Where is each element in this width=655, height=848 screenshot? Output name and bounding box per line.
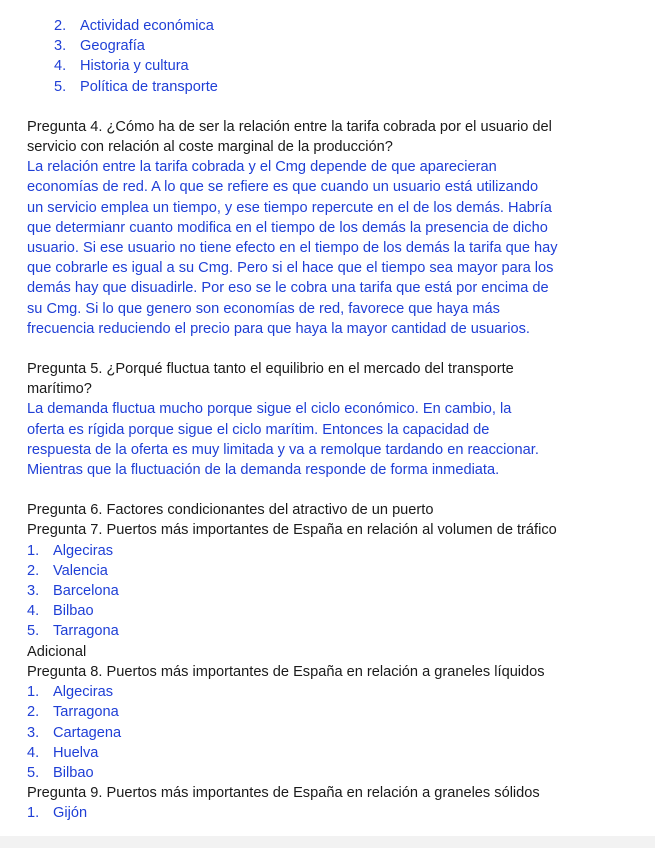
list-item: 4. Bilbao [27, 603, 94, 620]
list-item: 5. Política de transporte [54, 78, 218, 95]
question-8 [27, 662, 631, 783]
question-7 [27, 520, 631, 661]
list-item: 4. Huelva [27, 744, 99, 761]
answer-text: un servicio emplea un tiempo, y ese tiempo repercute en el de los demás. Habría [27, 199, 552, 216]
answer-text: Mientras que la fluctuación de la demanda responde de forma inmediata. [27, 462, 500, 479]
list-item: 1. Algeciras [27, 542, 114, 559]
question-title: Pregunta 7. Puertos más importantes de España en relación al volumen de tráfico [27, 522, 557, 539]
list-item: 3. Geografía [54, 38, 145, 55]
list-item: 2. Tarragona [27, 704, 119, 721]
answer-text: economías de red. A lo que se refiere es que cuando un usuario está utilizando [27, 179, 539, 196]
ports-list [27, 541, 631, 642]
list-item: 5. Bilbao [27, 764, 94, 781]
question-text: servicio con relación al coste marginal de la producción? [27, 139, 393, 156]
answer-text: usuario. Si ese usuario no tiene efecto en el tiempo de los demás la tarifa que hay [27, 240, 558, 257]
answer-text: su Cmg. Si lo que genero son economías de red, favorece que haya más [27, 300, 500, 317]
list-item: 4. Historia y cultura [54, 58, 189, 75]
answer-text: oferta es rígida porque sigue el ciclo marítim. Entonces la capacidad de [27, 421, 490, 438]
ports-list [27, 682, 631, 783]
list-item: 1. Gijón [27, 805, 88, 822]
question-text: marítimo? [27, 381, 92, 398]
top-list [27, 16, 631, 97]
answer-text: que cobrarle es igual a su Cmg. Pero si el hace que el tiempo sea mayor para los [27, 260, 554, 277]
answer-text: frecuencia reduciendo el precio para que haya la mayor cantidad de usuarios. [27, 320, 530, 337]
list-item: 2. Actividad económica [54, 18, 214, 34]
page-bottom-edge [0, 836, 655, 848]
question-9 [27, 783, 631, 823]
additional-label: Adicional [27, 643, 87, 660]
question-title: Pregunta 9. Puertos más importantes de España en relación a graneles sólidos [27, 785, 540, 802]
list-item: 2. Valencia [27, 562, 108, 579]
list-item: 5. Tarragona [27, 623, 119, 640]
list-item: 1. Algeciras [27, 684, 114, 701]
question-text: Pregunta 4. ¿Cómo ha de ser la relación entre la tarifa cobrada por el usuario del [27, 118, 552, 135]
answer-text: respuesta de la oferta es muy limitada y va a remolque tardando en reaccionar. [27, 441, 539, 458]
question-title: Pregunta 8. Puertos más importantes de España en relación a graneles líquidos [27, 663, 545, 680]
answer-text: demás hay que disuadirle. Por eso se le cobra una tarifa que está por encima de [27, 280, 549, 297]
answer-text: La demanda fluctua mucho porque sigue el ciclo económico. En cambio, la [27, 401, 512, 418]
ports-list [27, 803, 631, 823]
answer-text: que determianr cuanto modifica en el tiempo de los demás la presencia de dicho [27, 219, 548, 236]
list-item: 3. Cartagena [27, 724, 122, 741]
answer-text: La relación entre la tarifa cobrada y el Cmg depende de que aparecieran [27, 159, 497, 176]
question-6-title: Pregunta 6. Factores condicionantes del atractivo de un puerto [27, 502, 434, 519]
question-text: Pregunta 5. ¿Porqué fluctua tanto el equilibrio en el mercado del transporte [27, 361, 514, 378]
list-item: 3. Barcelona [27, 583, 119, 600]
question-4 [27, 117, 631, 339]
question-5 [27, 359, 631, 480]
